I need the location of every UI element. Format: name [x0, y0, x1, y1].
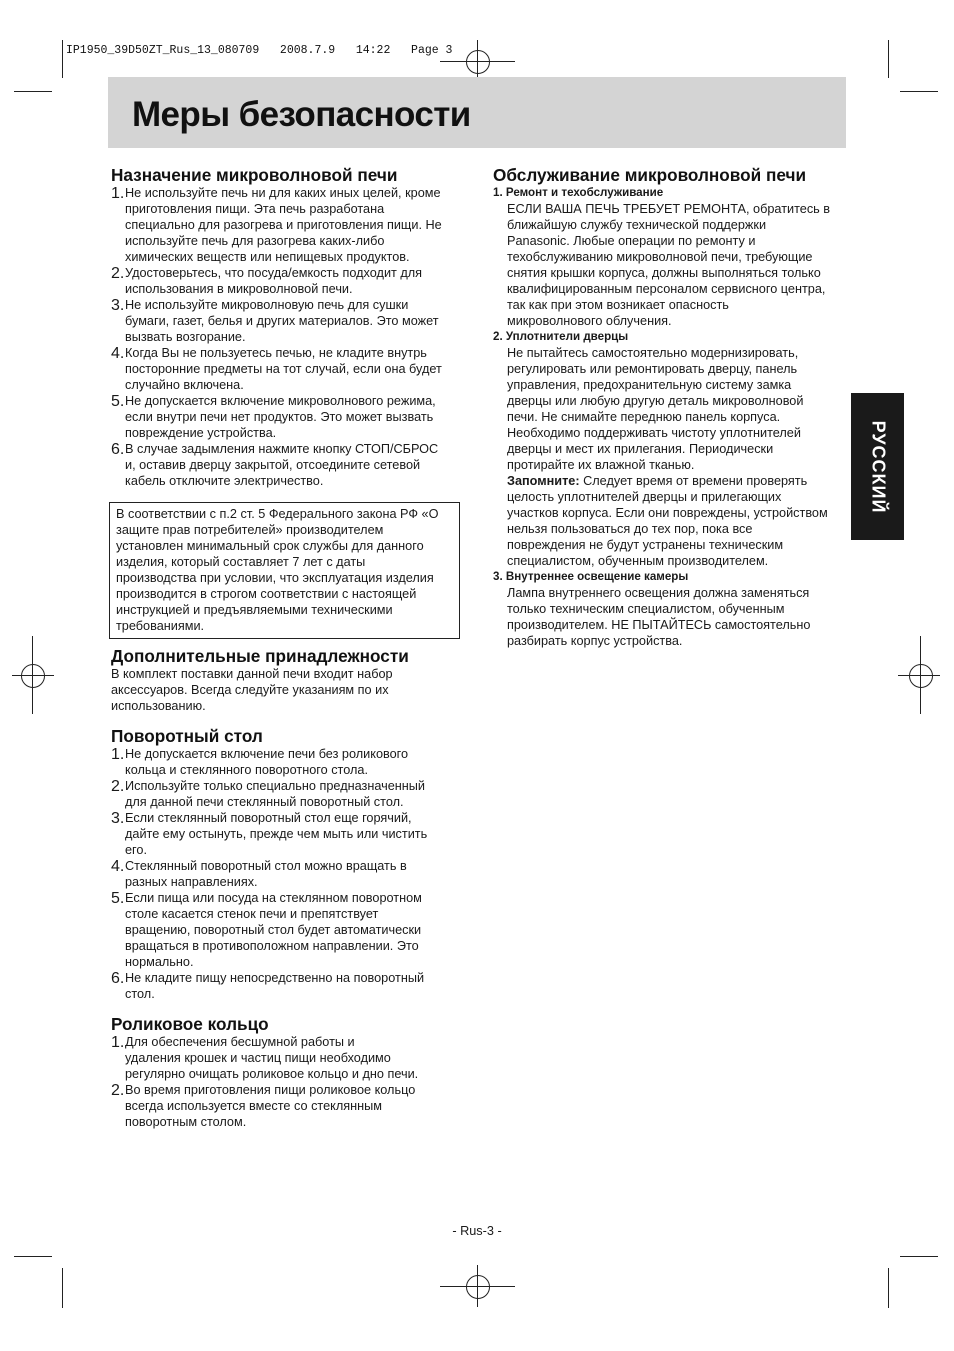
item-number: 4.	[111, 858, 125, 875]
text-line: регулировать или ремонтировать дверцу, панель	[507, 362, 798, 376]
text-line: если внутри печи нет продуктов. Это может вызвать	[125, 410, 434, 424]
text-line: повреждения не будут устранены техническим	[507, 538, 784, 552]
item-number: 6.	[111, 441, 125, 458]
list-item	[111, 1034, 471, 1082]
text-line: разных направлениях.	[125, 875, 258, 889]
crop-mark	[888, 1268, 889, 1308]
notice-line: установлен минимальный срок службы для данного	[116, 539, 424, 553]
language-tab-label: РУССКИЙ	[868, 420, 888, 513]
crop-mark	[14, 91, 52, 92]
text-line: Не пытайтесь самостоятельно модернизировать,	[507, 346, 799, 360]
list-item	[111, 970, 471, 1002]
text-line: Для обеспечения бесшумной работы и	[125, 1035, 355, 1049]
list-item	[111, 890, 471, 970]
subsection-title: 1. Ремонт и техобслуживание	[493, 186, 664, 199]
crop-mark	[62, 1268, 63, 1308]
language-tab	[851, 393, 904, 540]
text-line: столе касается стенок печи и препятствует	[125, 907, 379, 921]
text-line: химических веществ или непищевых продуктов.	[125, 250, 410, 264]
text-line: производителем. НЕ ПЫТАЙТЕСЬ самостоятельно	[507, 618, 811, 632]
text-line: вызвать возгорание.	[125, 330, 246, 344]
text-line: и, оставив дверцу закрытой, отсоедините сетевой	[125, 458, 421, 472]
notice-line: В соответствии с п.2 ст. 5 Федерального закона РФ «О	[116, 507, 439, 521]
text-line: аксессуаров. Всегда следуйте указаниям по их	[111, 683, 389, 697]
text-line: Не используйте микроволновую печь для сушки	[125, 298, 409, 312]
subsection-title: 2. Уплотнители дверцы	[493, 330, 629, 343]
item-number: 6.	[111, 970, 125, 987]
note-label: Запомните:	[507, 474, 580, 488]
note-text: Следует время от времени проверять	[579, 474, 808, 488]
text-line: использованию.	[111, 699, 206, 713]
list-item	[111, 746, 471, 778]
notice-box	[109, 502, 460, 639]
section-heading: Назначение микроволновой печи	[111, 165, 398, 185]
registration-mark-icon	[466, 1275, 490, 1299]
text-line: Не допускается включение микроволнового режима,	[125, 394, 436, 408]
text-line: Если пища или посуда на стеклянном поворотном	[125, 891, 422, 905]
text-line: вращению, поворотный стол будет автоматически	[125, 923, 422, 937]
text-line: дверцы или любую другую деталь микроволновой	[507, 394, 804, 408]
text-line: специалистом, обученным производителем.	[507, 554, 769, 568]
text-line: Panasonic. Любые операции по ремонту и	[507, 234, 756, 248]
text-line: ЕСЛИ ВАША ПЕЧЬ ТРЕБУЕТ РЕМОНТА, обратитесь в	[507, 202, 831, 216]
item-number: 1.	[111, 185, 125, 202]
crop-mark	[888, 40, 889, 78]
registration-mark-icon	[909, 664, 933, 688]
list-item	[111, 441, 471, 489]
text-line: Удостоверьтесь, что посуда/емкость подходит для	[125, 266, 423, 280]
text-line: кольца и стеклянного поворотного стола.	[125, 763, 368, 777]
text-line: его.	[125, 843, 147, 857]
text-line: посторонние предметы на тот случай, если она будет	[125, 362, 442, 376]
item-number: 1.	[111, 1034, 125, 1051]
text-line: Не кладите пищу непосредственно на поворотный	[125, 971, 425, 985]
item-number: 5.	[111, 393, 125, 410]
section-heading: Поворотный стол	[111, 726, 263, 746]
section-turntable	[111, 726, 471, 1002]
list-item	[111, 297, 471, 345]
text-line: ближайшую службу технической поддержки	[507, 218, 767, 232]
text-line: В комплект поставки данной печи входит набор	[111, 667, 393, 681]
registration-mark-icon	[466, 50, 490, 74]
text-line: квалифицированным персоналом сервисного центра,	[507, 282, 826, 296]
title-bar	[108, 77, 846, 148]
crop-mark	[900, 91, 938, 92]
item-number: 2.	[111, 1082, 125, 1099]
text-line: Стеклянный поворотный стол можно вращать в	[125, 859, 407, 873]
text-line: для данной печи стеклянный поворотный стол.	[125, 795, 404, 809]
text-line: вращаться в противоположном направлении. Это	[125, 939, 419, 953]
text-line: Необходимо поддерживать чистоту уплотнителей	[507, 426, 801, 440]
text-line: Используйте только специально предназначенный	[125, 779, 426, 793]
item-number: 1.	[111, 746, 125, 763]
registration-mark-icon	[21, 664, 45, 688]
crop-mark	[62, 40, 63, 78]
text-line: целость уплотнителей дверцы и прилегающих	[507, 490, 782, 504]
item-number: 3.	[111, 297, 125, 314]
list-item	[111, 810, 471, 858]
list-item	[111, 265, 471, 297]
page-title: Меры безопасности	[132, 95, 471, 134]
text-line: Если стеклянный поворотный стол еще горячий,	[125, 811, 412, 825]
section-heading: Дополнительные принадлежности	[111, 646, 409, 666]
list-item	[111, 393, 471, 441]
list-item	[111, 345, 471, 393]
text-line: Не допускается включение печи без роликового	[125, 747, 409, 761]
text-line: использования в микроволновой печи.	[125, 282, 353, 296]
text-line: повреждение устройства.	[125, 426, 277, 440]
item-number: 5.	[111, 890, 125, 907]
text-line: так как при этом возникает опасность	[507, 298, 729, 312]
item-number: 2.	[111, 265, 125, 282]
text-line: удаления крошек и частиц пищи необходимо	[125, 1051, 391, 1065]
notice-line: требованиями.	[116, 619, 205, 633]
text-line: Лампа внутреннего освещения должна заменяться	[507, 586, 810, 600]
section-roller-ring	[111, 1014, 471, 1130]
crop-mark	[900, 1256, 938, 1257]
text-line: протирайте их влажной тканью.	[507, 458, 695, 472]
notice-line: производства при условии, что эксплуатация изделия	[116, 571, 434, 585]
text-line: кабель отключите электричество.	[125, 474, 324, 488]
text-line: используйте печь для разогрева каких-либо	[125, 234, 385, 248]
text-line: регулярно очищать роликовое кольцо и дно печи.	[125, 1067, 419, 1081]
list-item	[111, 858, 471, 890]
text-line: дверцы и мест их прилегания. Периодически	[507, 442, 774, 456]
section-purpose	[111, 165, 471, 489]
note-line	[493, 473, 853, 489]
list-item	[111, 778, 471, 810]
section-service	[493, 165, 853, 649]
text-line: всегда используется вместе со стеклянным	[125, 1099, 382, 1113]
text-line: стол.	[125, 987, 155, 1001]
page-number: - Rus-3 -	[452, 1224, 502, 1238]
text-line: участков корпуса. Если они повреждены, устройством	[507, 506, 828, 520]
text-line: В случае задымления нажмите кнопку СТОП/СБРОС	[125, 442, 439, 456]
notice-line: инструкцией и предъявляемыми техническими	[116, 603, 393, 617]
crop-mark	[14, 1256, 52, 1257]
text-line: нельзя пользоваться до тех пор, пока все	[507, 522, 753, 536]
item-number: 2.	[111, 778, 125, 795]
text-line: печи. Не снимайте переднюю панель корпуса.	[507, 410, 781, 424]
text-line: снятия крышки корпуса, должны выполняться только	[507, 266, 821, 280]
section-heading: Роликовое кольцо	[111, 1014, 269, 1034]
section-heading: Обслуживание микроволновой печи	[493, 165, 807, 185]
text-line: микроволнового облучения.	[507, 314, 672, 328]
notice-line: изделия, который составляет 7 лет с даты	[116, 555, 366, 569]
print-header: IP1950_39D50ZT_Rus_13_080709 2008.7.9 14:22 Page 3	[66, 44, 453, 57]
text-line: специально для разогрева и приготовления пищи. Не	[125, 218, 442, 232]
text-line: случайно включена.	[125, 378, 244, 392]
item-number: 4.	[111, 345, 125, 362]
section-accessories	[111, 646, 471, 714]
text-line: бумаги, газет, белья и других материалов. Это может	[125, 314, 439, 328]
text-line: нормально.	[125, 955, 194, 969]
text-line: техобслуживанию микроволновой печи, требующие	[507, 250, 813, 264]
subsection-title: 3. Внутреннее освещение камеры	[493, 570, 689, 583]
text-line: Когда Вы не пользуетесь печью, не кладите внутрь	[125, 346, 427, 360]
text-line: управления, предохранительную систему замка	[507, 378, 792, 392]
notice-line: производится в строгом соответствии с настоящей	[116, 587, 417, 601]
notice-line: защите прав потребителей» производителем	[116, 523, 384, 537]
text-line: Не используйте печь ни для каких иных целей, кроме	[125, 186, 441, 200]
text-line: приготовления пищи. Эта печь разработана	[125, 202, 385, 216]
text-line: Во время приготовления пищи роликовое кольцо	[125, 1083, 416, 1097]
text-line: дайте ему остынуть, прежде чем мыть или чистить	[125, 827, 428, 841]
item-number: 3.	[111, 810, 125, 827]
text-line: поворотным столом.	[125, 1115, 247, 1129]
text-line: разбирать корпус устройства.	[507, 634, 683, 648]
text-line: только техническим специалистом, обученным	[507, 602, 785, 616]
list-item	[111, 1082, 471, 1130]
list-item	[111, 185, 471, 265]
